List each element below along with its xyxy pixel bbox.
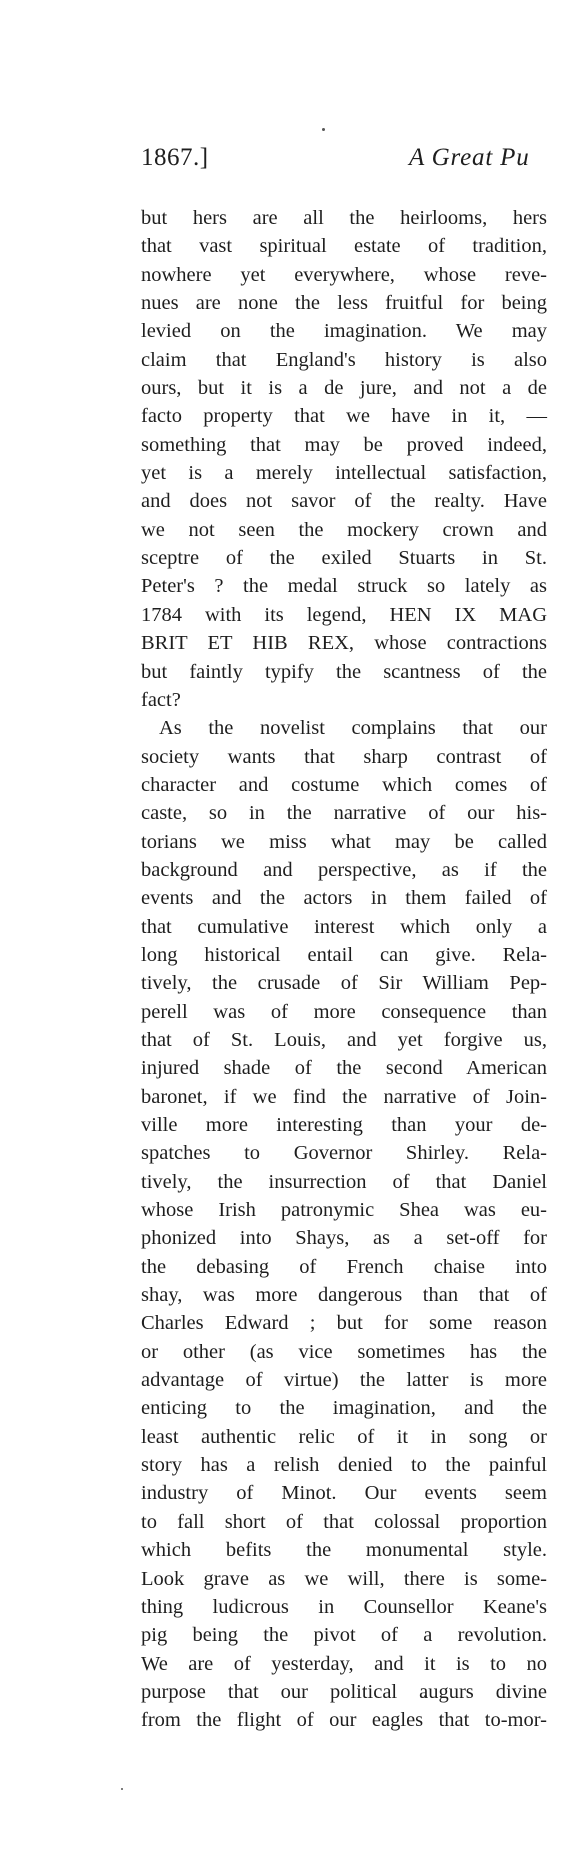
text-line: caste, so in the narrative of our his-	[141, 802, 547, 825]
text-line: levied on the imagination. We may	[141, 320, 547, 343]
text-line: Look grave as we will, there is some-	[141, 1567, 547, 1590]
text-line: the debasing of French chaise into	[141, 1255, 547, 1278]
text-line: phonized into Shays, as a set-off for	[141, 1227, 547, 1250]
top-speck	[322, 128, 325, 131]
text-line: which befits the monumental style.	[141, 1539, 547, 1562]
text-line: character and costume which comes of	[141, 773, 547, 796]
text-line: tively, the insurrection of that Daniel	[141, 1170, 547, 1193]
text-line: something that may be proved indeed,	[141, 433, 547, 456]
article-text	[141, 204, 547, 1735]
margin-speck	[121, 1788, 123, 1790]
text-line: ours, but it is a de jure, and not a de	[141, 377, 547, 400]
running-header	[141, 140, 561, 176]
text-line: story has a relish denied to the painful	[141, 1454, 547, 1477]
text-line: that of St. Louis, and yet forgive us,	[141, 1028, 547, 1051]
text-line: long historical entail can give. Rela-	[141, 943, 547, 966]
text-line: ville more interesting than your de-	[141, 1114, 547, 1136]
text-line: sceptre of the exiled Stuarts in St.	[141, 547, 547, 570]
text-line: and does not savor of the realty. Have	[141, 490, 547, 513]
text-line: but faintly typify the scantness of the	[141, 660, 547, 683]
text-line: events and the actors in them failed of	[141, 887, 547, 910]
text-line: least authentic relic of it in song or	[141, 1425, 547, 1448]
text-line: nowhere yet everywhere, whose reve-	[141, 263, 547, 286]
text-line: torians we miss what may be called	[141, 830, 547, 853]
text-line: 1784 with its legend, HEN IX MAG	[141, 603, 547, 626]
text-line: spatches to Governor Shirley. Rela-	[141, 1142, 547, 1165]
text-line: to fall short of that colossal proportion	[141, 1510, 547, 1533]
text-line: or other (as vice sometimes has the	[141, 1340, 547, 1363]
header-year: 1867.]	[141, 144, 209, 171]
text-line: we not seen the mockery crown and	[141, 518, 547, 541]
text-line: facto property that we have in it, —	[141, 405, 547, 428]
text-line: Charles Edward ; but for some reason	[141, 1312, 547, 1335]
text-line: claim that England's history is also	[141, 348, 547, 371]
header-running-title: A Great Pu	[409, 144, 530, 171]
text-line: purpose that our political augurs divine	[141, 1680, 547, 1703]
text-line: tively, the crusade of Sir William Pep-	[141, 972, 547, 995]
text-line: yet is a merely intellectual satisfaction,	[141, 462, 547, 485]
text-line: background and perspective, as if the	[141, 858, 547, 881]
text-line: shay, was more dangerous than that of	[141, 1284, 547, 1307]
text-line: nues are none the less fruitful for being	[141, 292, 547, 315]
text-line: injured shade of the second American	[141, 1057, 547, 1080]
text-line: industry of Minot. Our events seem	[141, 1482, 547, 1505]
text-line: enticing to the imagination, and the	[141, 1397, 547, 1420]
text-line: thing ludicrous in Counsellor Keane's	[141, 1595, 547, 1618]
text-line: that cumulative interest which only a	[141, 915, 547, 938]
text-line: that vast spiritual estate of tradition,	[141, 235, 547, 258]
text-line: advantage of virtue) the latter is more	[141, 1369, 547, 1392]
paragraph-end-line: fact?	[141, 688, 181, 711]
text-line: We are of yesterday, and it is to no	[141, 1652, 547, 1675]
text-line: whose Irish patronymic Shea was eu-	[141, 1199, 547, 1222]
text-line: baronet, if we find the narrative of Join-	[141, 1085, 547, 1108]
text-line: society wants that sharp contrast of	[141, 745, 547, 768]
text-line: from the flight of our eagles that to-mor-	[141, 1709, 547, 1732]
paragraph-start-line: As the novelist complains that our	[159, 717, 547, 740]
text-line: Peter's ? the medal struck so lately as	[141, 575, 547, 598]
text-line: BRIT ET HIB REX, whose contractions	[141, 632, 547, 655]
text-line: perell was of more consequence than	[141, 1000, 547, 1023]
text-line: but hers are all the heirlooms, hers	[141, 207, 547, 229]
text-line: pig being the pivot of a revolution.	[141, 1624, 547, 1647]
